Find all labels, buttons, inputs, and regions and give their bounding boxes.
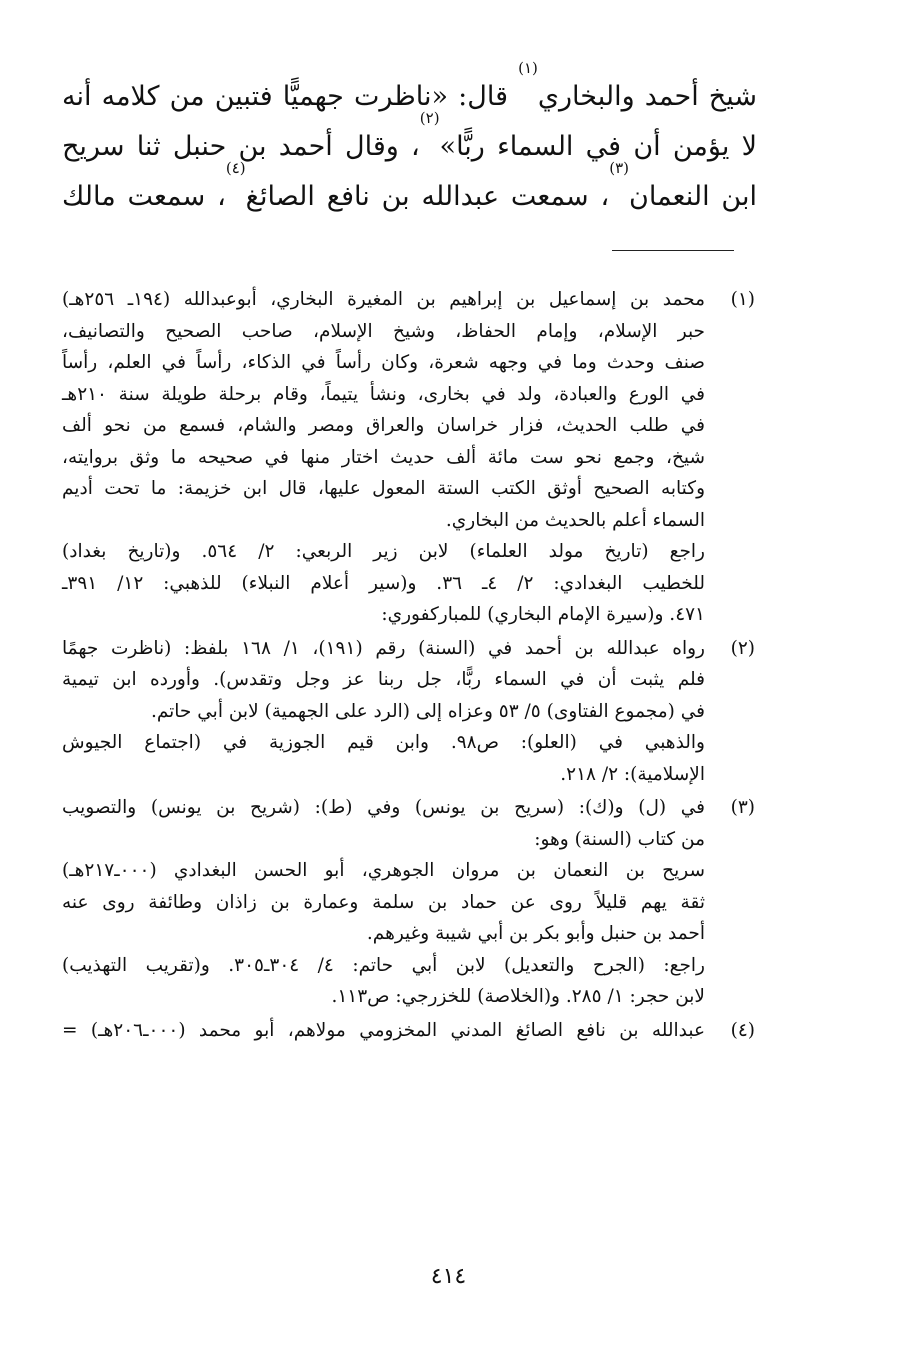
footnote bbox=[62, 1015, 755, 1047]
footnote-line: حبر الإسلام، وإمام الحفاظ، وشيخ الإسلام، صاحب الصحيح والتصانيف، bbox=[62, 320, 705, 342]
footnote-ref: (٢) bbox=[419, 109, 440, 127]
footnote-separator bbox=[612, 250, 734, 251]
footnote-line: سريح بن النعمان بن مروان الجوهري، أبو الحسن البغدادي (٠٠٠ـ٢١٧هـ) bbox=[62, 860, 705, 881]
footnote bbox=[62, 633, 755, 791]
text-segment: ، سمعت مالك bbox=[62, 181, 226, 212]
text-segment: قال: «ناظرت جهميًّا فتبين من كلامه أنه bbox=[62, 81, 519, 112]
footnote-text bbox=[62, 284, 705, 631]
footnote-line: في الورع والعبادة، ولد في بخارى، ونشأ يتيماً، وقام برحلة طويلة سنة ٢١٠هـ bbox=[62, 383, 705, 405]
footnote-line: للخطيب البغدادي: ٢/ ٤ـ ٣٦. و(سير أعلام النبلاء) للذهبي: ١٢/ ٣٩١ـ bbox=[62, 572, 705, 594]
footnote-ref: (٣) bbox=[609, 159, 630, 177]
footnote-line: لابن حجر: ١/ ٢٨٥. و(الخلاصة) للخزرجي: ص١١٣. bbox=[331, 986, 705, 1007]
footnote-line: أحمد بن حنبل وأبو بكر بن أبي شيبة وغيرهم. bbox=[366, 923, 705, 944]
footnote-ref: (١) bbox=[518, 59, 538, 77]
footnote-line: وكتابه الصحيح أوثق الكتب الستة المعول عليها، قال ابن خزيمة: ما تحت أديم bbox=[62, 478, 705, 499]
footnote-line: ثقة يهم قليلاً روى عن حماد بن سلمة وعمارة بن زاذان وطائفة روى عنه bbox=[62, 891, 705, 913]
footnote-number: (٤) bbox=[730, 1019, 755, 1041]
text-segment: شيخ أحمد والبخاري bbox=[537, 81, 757, 112]
footnote-line: في (ل) و(ك): (سريح بن يونس) وفي (ط): (شريح بن يونس) والتصويب bbox=[62, 797, 705, 818]
footnote-line: راجع (تاريخ مولد العلماء) لابن زير الربعي: ٢/ ٥٦٤. و(تاريخ بغداد) bbox=[62, 541, 705, 562]
footnote-line: صنف وحدث وما في وجهه شعرة، وكان رأساً في الذكاء، رأساً في العلم، رأساً bbox=[62, 352, 705, 373]
footnotes bbox=[62, 284, 755, 1048]
footnote-text bbox=[62, 1015, 705, 1047]
footnote-line: عبدالله بن نافع الصائغ المدني المخزومي مولاهم، أبو محمد (٠٠٠ـ٢٠٦هـ) = bbox=[62, 1019, 706, 1041]
footnote bbox=[62, 284, 755, 631]
text-segment: ابن النعمان bbox=[629, 181, 757, 212]
footnote-number: (٢) bbox=[730, 637, 755, 659]
footnote-line: الإسلامية): ٢/ ٢١٨. bbox=[560, 763, 705, 785]
page-number: ٤١٤ bbox=[430, 1264, 467, 1289]
footnote-line: شيخ، وجمع نحو ست مائة ألف حديث اختار منها في صحيحه ما وثق بروايته، bbox=[62, 446, 705, 468]
main-text-line bbox=[62, 109, 757, 172]
footnote-ref: (٤) bbox=[225, 159, 246, 177]
footnote-line: راجع: (الجرح والتعديل) لابن أبي حاتم: ٤/ ٣٠٤ـ٣٠٥. و(تقريب التهذيب) bbox=[62, 954, 705, 976]
footnote-text bbox=[62, 792, 705, 1013]
text-segment: لا يؤمن أن في السماء ربًّا» bbox=[439, 131, 757, 162]
footnote-line: من كتاب (السنة) وهو: bbox=[534, 828, 705, 850]
footnote-line: فلم يثبت أن في السماء ربًّا، جل ربنا عز وجل وتقدس). وأورده ابن تيمية bbox=[62, 669, 705, 690]
main-text-line bbox=[62, 59, 757, 122]
footnote-line: ٤٧١. و(سيرة الإمام البخاري) للمباركفوري: bbox=[381, 604, 705, 625]
footnote-line: والذهبي في (العلو): ص٩٨. وابن قيم الجوزية في (اجتماع الجيوش bbox=[62, 732, 705, 753]
footnote-text bbox=[62, 633, 705, 791]
footnote-line: محمد بن إسماعيل بن إبراهيم بن المغيرة البخاري، أبوعبدالله (١٩٤ـ ٢٥٦هـ) bbox=[62, 289, 705, 310]
footnote-line: السماء أعلم بالحديث من البخاري. bbox=[445, 509, 705, 531]
footnote-line: في (مجموع الفتاوى) ٥/ ٥٣ وعزاه إلى (الرد على الجهمية) لابن أبي حاتم. bbox=[150, 700, 705, 722]
text-segment: ، سمعت عبدالله بن نافع الصائغ bbox=[245, 181, 610, 212]
footnote-line: في طلب الحديث، فزار خراسان والعراق ومصر والشام، فسمع من نحو ألف bbox=[62, 415, 705, 436]
main-text-line bbox=[62, 159, 757, 222]
footnote-line: رواه عبدالله بن أحمد في (السنة) رقم (١٩١)، ١/ ١٦٨ بلفظ: (ناظرت جهمًا bbox=[62, 637, 705, 659]
footnote bbox=[62, 792, 755, 1013]
footnote-number: (١) bbox=[730, 289, 755, 310]
main-text bbox=[62, 59, 757, 222]
footnote-number: (٣) bbox=[730, 797, 755, 818]
text-segment: ، وقال أحمد بن حنبل ثنا سريح bbox=[62, 131, 420, 162]
